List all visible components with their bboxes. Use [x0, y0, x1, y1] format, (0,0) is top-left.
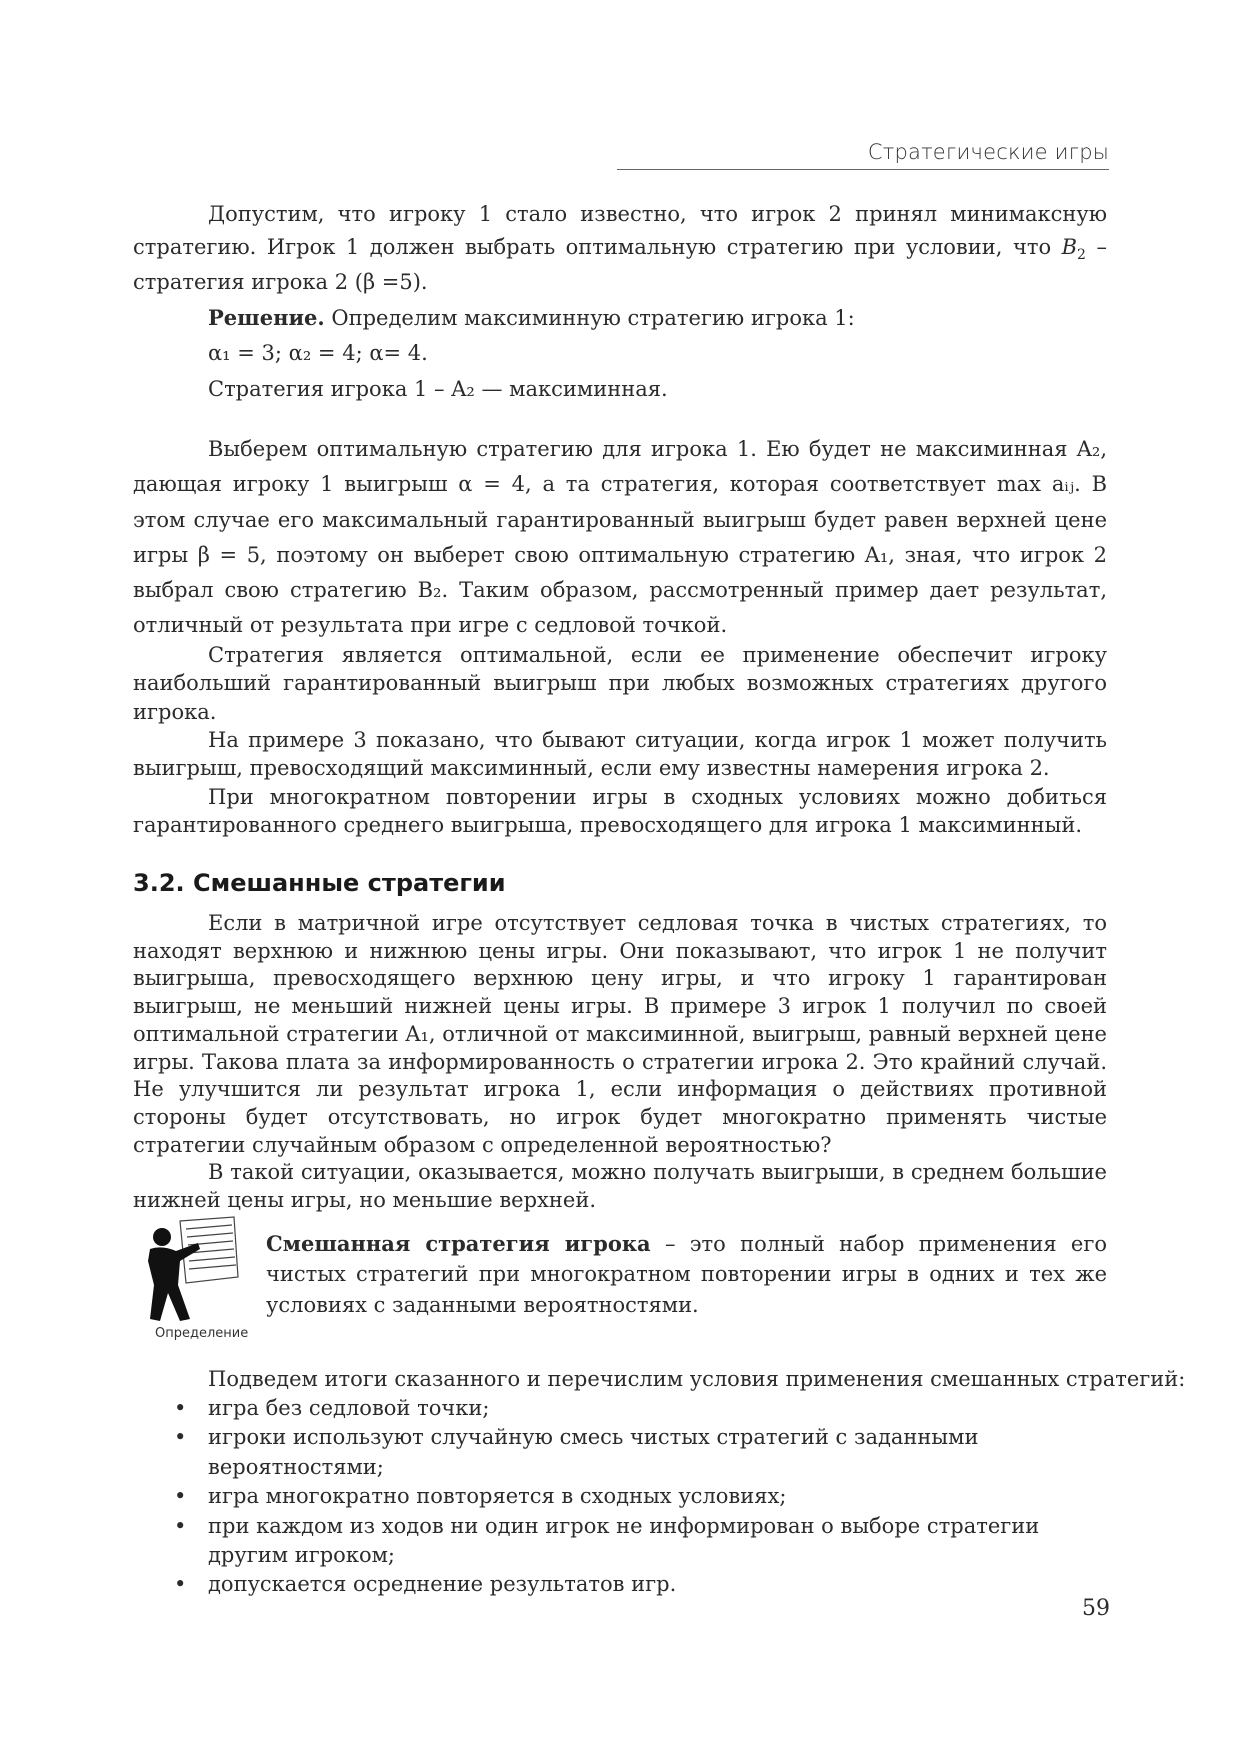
page-number: 59 — [1082, 1596, 1110, 1621]
list-item: • игра без седловой точки; — [170, 1394, 1107, 1423]
definition-text — [266, 1229, 1107, 1320]
running-header: Стратегические игры — [867, 140, 1109, 164]
paragraph-group — [133, 641, 1107, 839]
paragraph-4: На примере 3 показано, что бывают ситуации, когда игрок 1 может получить выигрыш, превосходящий максиминный, если ему известны намерения игрока 2. — [133, 728, 1107, 781]
section-paragraph-2: В такой ситуации, оказывается, можно получать выигрыши, в среднем большие нижней цены игры, но меньшие верхней. — [133, 1160, 1107, 1213]
summary-intro: Подведем итоги сказанного и перечислим условия применения смешанных стратегий: — [208, 1367, 1186, 1391]
paragraph-5: При многократном повторении игры в сходных условиях можно добиться гарантированного среднего выигрыша, превосходящего для игрока 1 максиминный. — [133, 784, 1107, 838]
list-item: • допускается осреднение результатов игр. — [170, 1570, 1107, 1599]
section-paragraph-1: Если в матричной игре отсутствует седловая точка в чистых стратегиях, то находят верхнюю и нижнюю цены игры. Они показывают, что игрок 1 не получит выигрыша, превосходящего верхнюю цену игры, и что игроку 1 гарантирован выигрыш, не меньший нижней цены игры. В примере 3 игрок 1 получил по своей оптимальной стратегии A₁, отличной от максиминной, выигрыш, равный верхней цене игры. Такова плата за информированность о стратегии игрока 2. Это крайний случай. Не улучшится ли результат игрока 1, если информация о действиях противной стороны будет отсутствовать, но игрок будет многократно применять чистые стратегии случайным образом с определенной вероятностью? — [133, 911, 1107, 1157]
strategy-var: B — [1061, 234, 1078, 259]
definition-body: – это полный набор применения его чистых стратегий при многократном повторении игры в одних и тех же условиях с заданными вероятностями. — [266, 1232, 1107, 1317]
paragraph-optimal-choice — [133, 432, 1107, 644]
example-text-a: Допустим, что игроку 1 стало известно, что игрок 2 принял минимаксную стратегию. Игрок 1 должен выбрать оптимальную стратегию при условии, что — [133, 202, 1107, 259]
solution-text: Определим максиминную стратегию игрока 1: — [324, 305, 855, 330]
section-body — [133, 910, 1107, 1215]
paragraph-3: Стратегия является оптимальной, если ее применение обеспечит игроку наибольший гарантированный выигрыш при любых возможных стратегиях другого игрока. — [133, 643, 1107, 724]
example-text-b: – стратегия игрока 2 (β =5). — [133, 234, 1107, 295]
strategy-line: Стратегия игрока 1 – A₂ — максиминная. — [208, 376, 668, 401]
list-item: • при каждом из ходов ни один игрок не информирован о выборе стратегии другим игроком; — [170, 1512, 1107, 1571]
alpha-line: α₁ = 3; α₂ = 4; α= 4. — [208, 341, 428, 366]
definition-caption: Определение — [155, 1326, 249, 1341]
list-item: • игра многократно повторяется в сходных условиях; — [170, 1482, 1107, 1511]
presenter-icon — [142, 1215, 242, 1325]
example-block — [133, 198, 1107, 405]
section-title: 3.2. Смешанные стратегии — [133, 869, 506, 897]
header-rule — [617, 169, 1109, 170]
strategy-sub: 2 — [1077, 246, 1086, 263]
definition-term: Смешанная стратегия игрока — [266, 1231, 651, 1256]
solution-line — [133, 302, 1107, 335]
paragraph-2: Выберем оптимальную стратегию для игрока 1. Ею будет не максиминная A₂, дающая игроку 1 выигрыш α = 4, а та стратегия, которая соответствует max aᵢⱼ. В этом случае его максимальный гарантированный выигрыш будет равен верхней цене игры β = 5, поэтому он выберет свою оптимальную стратегию A₁, зная, что игрок 2 выбрал свою стратегию B₂. Таким образом, рассмотренный пример дает результат, отличный от результата при игре с седловой точкой. — [133, 437, 1107, 638]
solution-label: Решение. — [208, 304, 325, 330]
list-item: • игроки используют случайную смесь чистых стратегий с заданными вероятностями; — [170, 1423, 1107, 1482]
example-paragraph — [133, 198, 1107, 299]
conditions-list — [170, 1394, 1107, 1600]
